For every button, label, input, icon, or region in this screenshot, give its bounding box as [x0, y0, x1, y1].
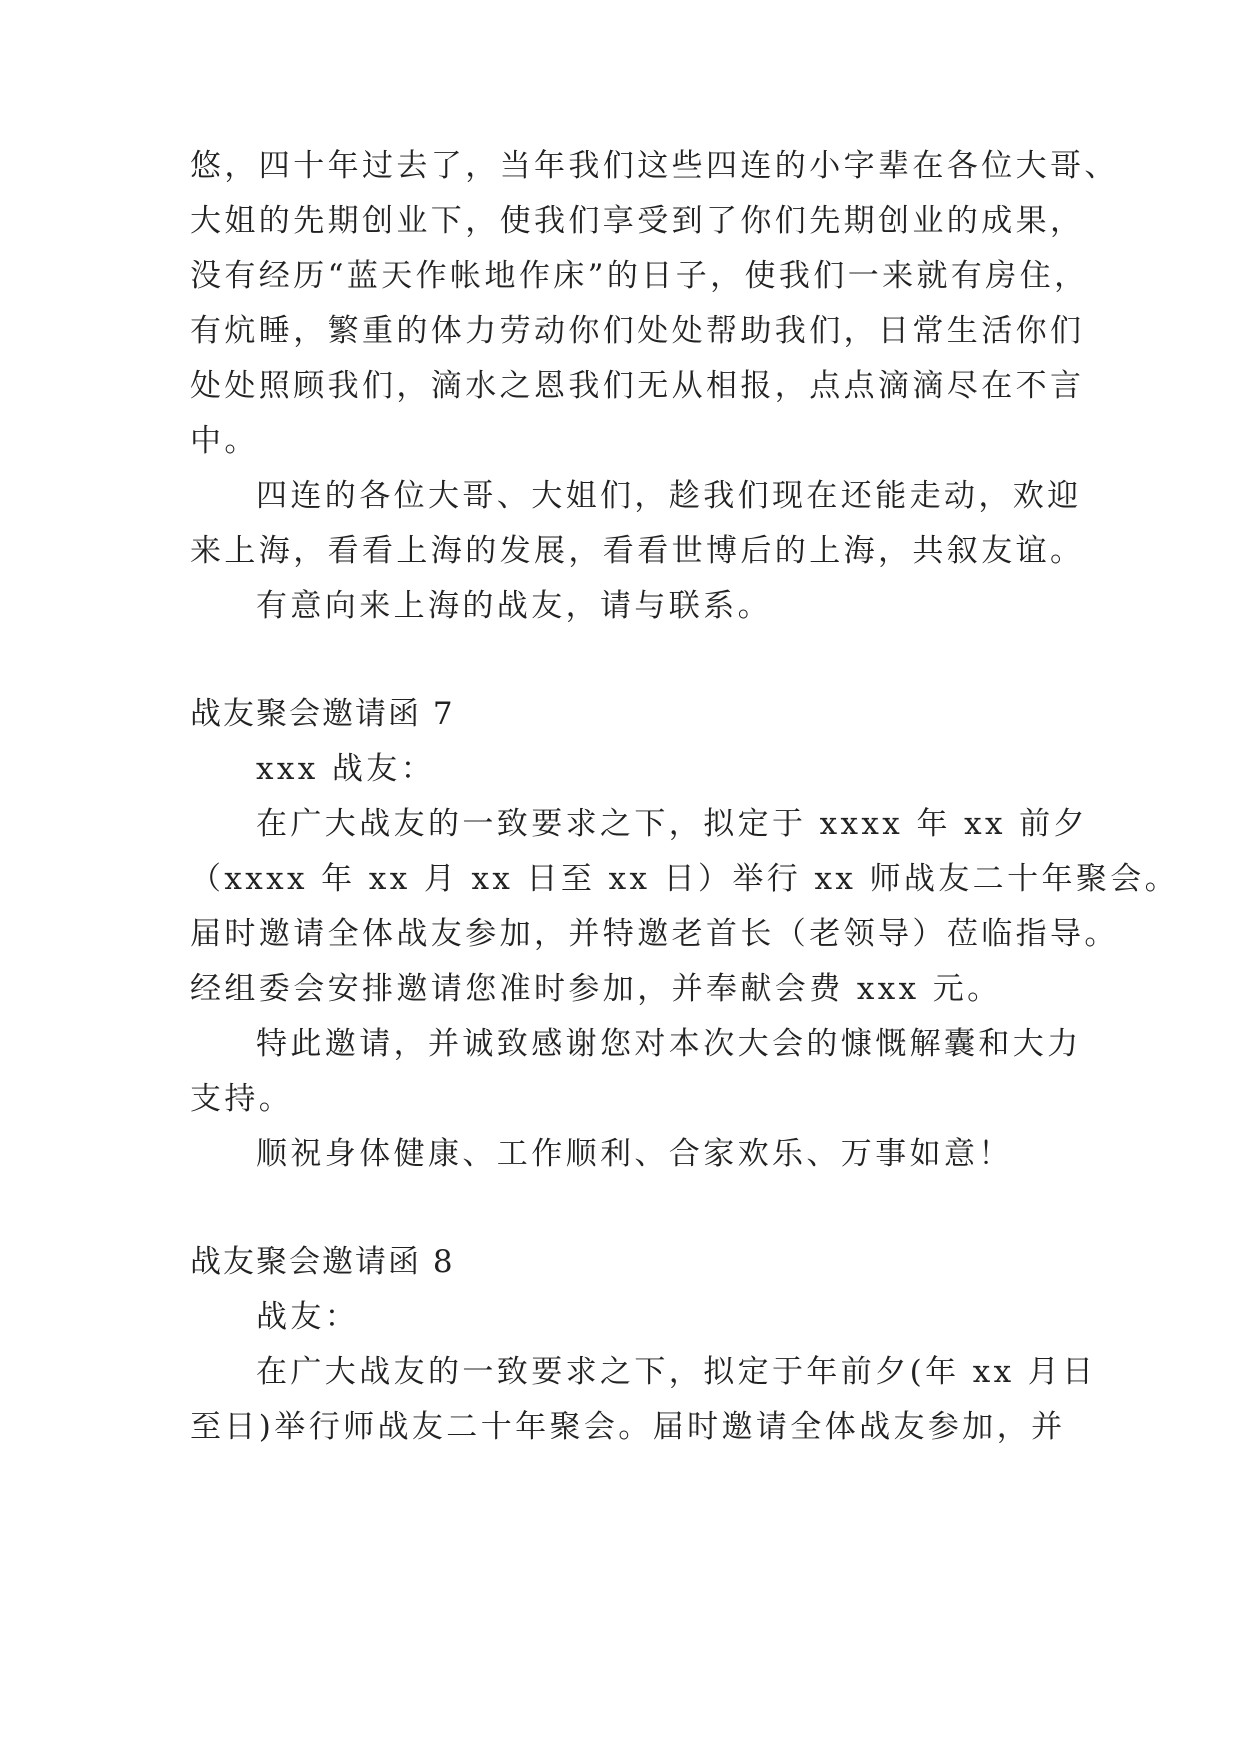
paragraph-line: 至日)举行师战友二十年聚会。届时邀请全体战友参加，并	[190, 1409, 1066, 1445]
paragraph-line: 悠，四十年过去了，当年我们这些四连的小字辈在各位大哥、	[190, 148, 1119, 184]
paragraph-line: 四连的各位大哥、大姐们，趁我们现在还能走动，欢迎	[256, 478, 1082, 514]
paragraph-line: 支持。	[190, 1081, 294, 1117]
paragraph-line: 来上海，看看上海的发展，看看世博后的上海，共叙友谊。	[190, 533, 1085, 569]
paragraph-line: 在广大战友的一致要求之下，拟定于年前夕(年 xx 月日	[256, 1354, 1097, 1390]
paragraph-line: 顺祝身体健康、工作顺利、合家欢乐、万事如意！	[256, 1136, 1013, 1172]
paragraph-line: 特此邀请，并诚致感谢您对本次大会的慷慨解囊和大力	[256, 1026, 1082, 1062]
salutation: 战友：	[256, 1299, 360, 1335]
paragraph-line: 经组委会安排邀请您准时参加，并奉献会费 xxx 元。	[190, 971, 1002, 1007]
paragraph-line: 中。	[190, 423, 259, 459]
paragraph-line: 在广大战友的一致要求之下，拟定于 xxxx 年 xx 前夕	[256, 806, 1088, 842]
section-title: 战友聚会邀请函 8	[190, 1244, 455, 1280]
paragraph-line: 有意向来上海的战友，请与联系。	[256, 588, 772, 624]
paragraph-line: 有炕睡，繁重的体力劳动你们处处帮助我们，日常生活你们	[190, 313, 1085, 349]
salutation: xxx 战友：	[256, 751, 436, 787]
paragraph-line: （xxxx 年 xx 月 xx 日至 xx 日）举行 xx 师战友二十年聚会。	[190, 861, 1180, 897]
paragraph-line: 届时邀请全体战友参加，并特邀老首长（老领导）莅临指导。	[190, 916, 1119, 952]
section-title: 战友聚会邀请函 7	[190, 696, 455, 732]
paragraph-line: 大姐的先期创业下，使我们享受到了你们先期创业的成果，	[190, 203, 1085, 239]
paragraph-line: 没有经历“蓝天作帐地作床”的日子，使我们一来就有房住，	[190, 258, 1089, 294]
paragraph-line: 处处照顾我们，滴水之恩我们无从相报，点点滴滴尽在不言	[190, 368, 1085, 404]
